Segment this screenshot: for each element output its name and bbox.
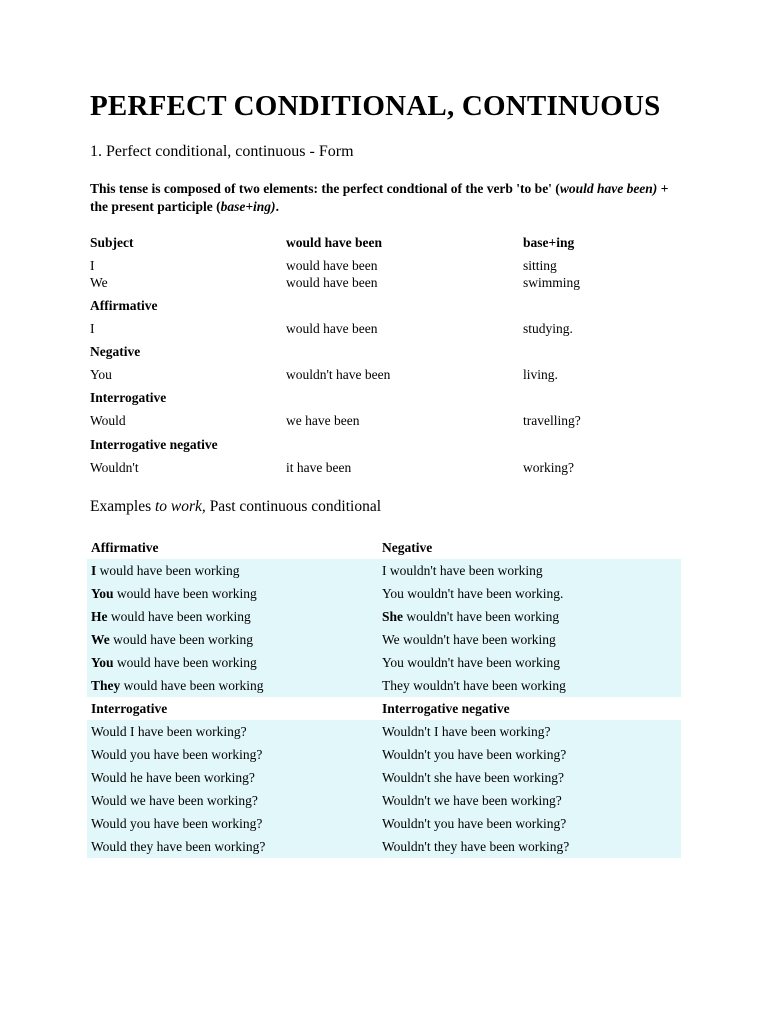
- form-row-participle: swimming: [523, 275, 581, 290]
- negative-text: They wouldn't have been working: [382, 677, 566, 693]
- form-row-subject: We: [90, 275, 108, 290]
- interrogative-negative-cell: Wouldn't they have been working?: [378, 835, 681, 858]
- negative-cell: [378, 651, 681, 674]
- negative-text: I wouldn't have been working: [382, 562, 543, 578]
- table-row: [87, 628, 681, 651]
- negative-cell: [378, 559, 681, 582]
- form-row-subject: Would: [90, 413, 126, 428]
- header-affirmative: Affirmative: [87, 536, 378, 559]
- negative-cell: [378, 605, 681, 628]
- interrogative-cell: Would you have been working?: [87, 812, 378, 835]
- affirmative-cell: [87, 628, 378, 651]
- header-negative: Negative: [378, 536, 681, 559]
- table-row: [87, 720, 681, 743]
- interrogative-cell: Would I have been working?: [87, 720, 378, 743]
- subject-pronoun: You: [91, 585, 114, 601]
- form-row-subject: You: [90, 367, 112, 382]
- form-row-auxiliary: it have been: [286, 460, 352, 475]
- affirmative-cell: [87, 674, 378, 697]
- subject-pronoun: We: [91, 631, 110, 647]
- table-row: [87, 812, 681, 835]
- examples-table: [87, 536, 681, 858]
- header-interrogative: Interrogative: [87, 697, 378, 720]
- negative-cell: [378, 674, 681, 697]
- interrogative-negative-cell: Wouldn't we have been working?: [378, 789, 681, 812]
- form-header-would-have-been: would have been: [286, 235, 383, 250]
- interrogative-cell: Would we have been working?: [87, 789, 378, 812]
- form-row-auxiliary: would have been: [286, 258, 378, 273]
- affirmative-text: would have been working: [113, 654, 257, 670]
- intro-text-middle: + the present participle (: [90, 181, 669, 214]
- form-group-label-interrogative-negative: Interrogative negative: [90, 437, 218, 452]
- table-row: [87, 766, 681, 789]
- interrogative-cell: Would they have been working?: [87, 835, 378, 858]
- intro-text-before: This tense is composed of two elements: the perfect condtional of the verb 'to be' (: [90, 181, 560, 196]
- form-row-participle: living.: [523, 367, 558, 382]
- affirmative-text: would have been working: [109, 631, 253, 647]
- form-group-label-interrogative: Interrogative: [90, 390, 167, 405]
- subject-pronoun: She: [382, 608, 404, 624]
- negative-text: We wouldn't have been working: [382, 631, 556, 647]
- form-header-base-ing: base+ing: [523, 235, 575, 250]
- negative-cell: [378, 582, 681, 605]
- interrogative-negative-cell: Wouldn't you have been working?: [378, 812, 681, 835]
- negative-text: You wouldn't have been working.: [382, 585, 564, 601]
- table-row: [87, 674, 681, 697]
- form-row-participle: sitting: [523, 258, 557, 273]
- subject-pronoun: I: [91, 562, 97, 578]
- subject-pronoun: You: [91, 654, 114, 670]
- table-row: [87, 559, 681, 582]
- negative-cell: [378, 628, 681, 651]
- form-row-auxiliary: would have been: [286, 275, 378, 290]
- form-row-participle: working?: [523, 460, 574, 475]
- form-group-label-affirmative: Affirmative: [90, 298, 158, 313]
- subject-pronoun: He: [91, 608, 108, 624]
- form-row-participle: travelling?: [523, 413, 581, 428]
- form-row-subject: I: [90, 258, 95, 273]
- affirmative-cell: [87, 651, 378, 674]
- interrogative-negative-cell: Wouldn't I have been working?: [378, 720, 681, 743]
- table-header-row: [87, 536, 681, 559]
- page-title: PERFECT CONDITIONAL, CONTINUOUS: [90, 90, 661, 122]
- interrogative-negative-cell: Wouldn't she have been working?: [378, 766, 681, 789]
- section-heading: 1. Perfect conditional, continuous - Form: [90, 143, 354, 160]
- examples-heading-verb: to work,: [155, 498, 206, 515]
- form-row-auxiliary: wouldn't have been: [286, 367, 391, 382]
- affirmative-cell: [87, 559, 378, 582]
- negative-text: wouldn't have been working: [403, 608, 560, 624]
- affirmative-text: would have been working: [120, 677, 264, 693]
- examples-heading-suffix: Past continuous conditional: [205, 498, 382, 515]
- table-row: [87, 605, 681, 628]
- interrogative-cell: Would you have been working?: [87, 743, 378, 766]
- table-row: [87, 743, 681, 766]
- form-row-auxiliary: we have been: [286, 413, 360, 428]
- affirmative-text: would have been working: [107, 608, 251, 624]
- affirmative-cell: [87, 582, 378, 605]
- affirmative-text: would have been working: [96, 562, 240, 578]
- intro-text-after: .: [275, 199, 279, 214]
- intro-italic-would-have-been: would have been): [559, 181, 658, 196]
- interrogative-cell: Would he have been working?: [87, 766, 378, 789]
- table-row: [87, 651, 681, 674]
- intro-paragraph: [90, 180, 670, 216]
- header-interrogative-negative: Interrogative negative: [378, 697, 681, 720]
- form-row-auxiliary: would have been: [286, 321, 378, 336]
- interrogative-negative-cell: Wouldn't you have been working?: [378, 743, 681, 766]
- subject-pronoun: They: [91, 677, 121, 693]
- form-header-subject: Subject: [90, 235, 134, 250]
- table-row: [87, 582, 681, 605]
- affirmative-cell: [87, 605, 378, 628]
- affirmative-text: would have been working: [113, 585, 257, 601]
- examples-heading-prefix: Examples: [90, 498, 155, 515]
- intro-italic-base-ing: base+ing): [220, 199, 276, 214]
- form-row-participle: studying.: [523, 321, 573, 336]
- form-row-subject: Wouldn't: [90, 460, 139, 475]
- form-group-label-negative: Negative: [90, 344, 141, 359]
- negative-text: You wouldn't have been working: [382, 654, 561, 670]
- table-row: [87, 835, 681, 858]
- examples-heading: [90, 498, 381, 516]
- table-header-row: [87, 697, 681, 720]
- form-row-subject: I: [90, 321, 95, 336]
- table-row: [87, 789, 681, 812]
